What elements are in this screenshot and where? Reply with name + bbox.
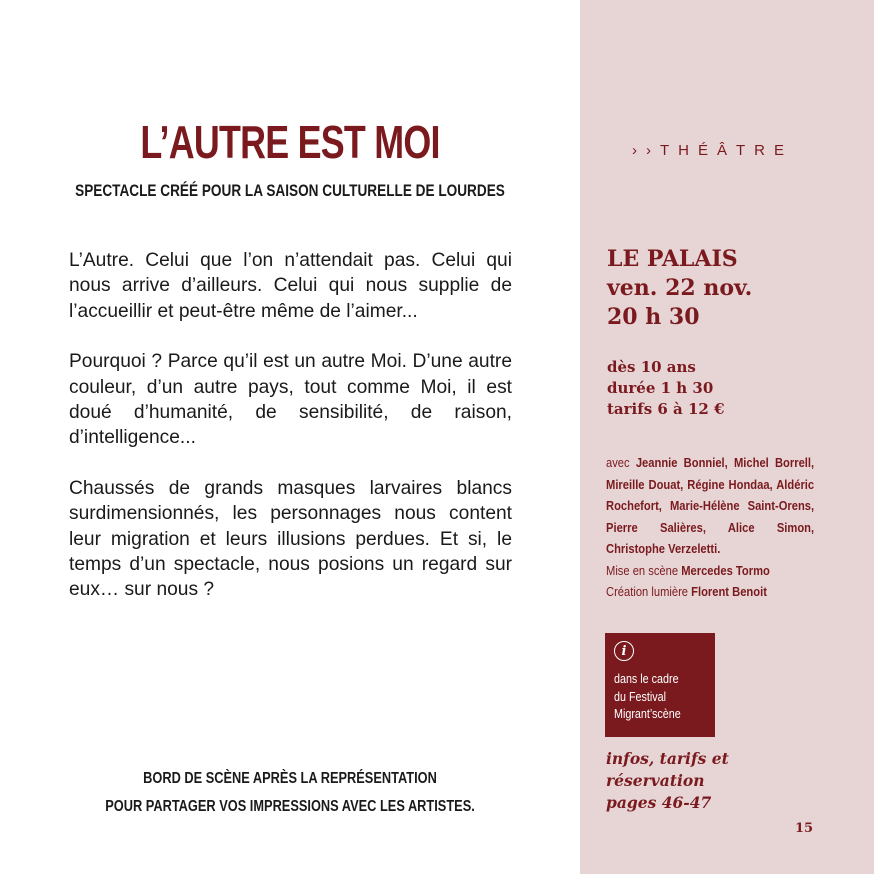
cast-prefix: avec bbox=[606, 455, 630, 470]
booking-info bbox=[606, 748, 729, 814]
festival-info-line: Migrant’scène bbox=[614, 707, 681, 721]
page-subtitle: SPECTACLE CRÉÉ POUR LA SAISON CULTURELLE DE LOURDES bbox=[75, 181, 505, 200]
category-label: ››THÉÂTRE bbox=[632, 142, 793, 159]
lighting-label: Création lumière bbox=[606, 584, 689, 599]
after-show-note bbox=[58, 765, 522, 821]
festival-info-text bbox=[614, 671, 701, 724]
event-time: 20 h 30 bbox=[607, 304, 700, 330]
info-icon: i bbox=[614, 641, 634, 661]
direction-label: Mise en scène bbox=[606, 562, 679, 578]
venue-block bbox=[607, 245, 752, 332]
booking-info-line: pages 46-47 bbox=[606, 793, 712, 812]
lighting-name: Florent Benoit bbox=[691, 584, 767, 599]
description-paragraph: Chaussés de grands masques larvaires blancs surdimensionnés, les personnages nous content leur migration et leurs illusions perdues. Et si, le temps d’un spectacle, nous posions un regard sur eux… sur nous ? bbox=[69, 477, 512, 601]
page-title: L’AUTRE EST MOI bbox=[140, 116, 440, 168]
venue-name: LE PALAIS bbox=[607, 246, 738, 272]
after-show-note-line1: BORD DE SCÈNE APRÈS LA REPRÉSENTATION bbox=[143, 770, 437, 787]
duration: durée 1 h 30 bbox=[607, 379, 714, 397]
price-range: tarifs 6 à 12 € bbox=[607, 400, 725, 418]
cast-names: Jeannie Bonniel, Michel Borrell, Mireille Douat, Régine Hondaa, Aldéric Rochefort, Marie-Hélène Saint-Orens, Pierre Salières, Alice Simon, Christophe Verzeletti. bbox=[606, 455, 815, 556]
booking-info-line: infos, tarifs et bbox=[606, 749, 729, 768]
event-details bbox=[607, 357, 725, 420]
description-paragraph: Pourquoi ? Parce qu’il est un autre Moi. D’une autre couleur, d’un autre pays, tout comme Moi, il est doué d’humanité, de sensibilité, de raison, d’intelligence... bbox=[69, 351, 512, 449]
description-paragraph: L’Autre. Celui que l’on n’attendait pas. Celui qui nous arrive d’ailleurs. Celui qui nous supplie de l’accueillir et peut-être même de l’aimer... bbox=[69, 250, 512, 322]
festival-info-line: dans le cadre bbox=[614, 672, 679, 686]
after-show-note-line2: POUR PARTAGER VOS IMPRESSIONS AVEC LES ARTISTES. bbox=[105, 798, 475, 815]
cast-list bbox=[606, 452, 814, 560]
age-limit: dès 10 ans bbox=[607, 358, 696, 376]
festival-info-line: du Festival bbox=[614, 689, 666, 704]
festival-info-box bbox=[605, 633, 715, 737]
lighting-credit bbox=[606, 581, 814, 603]
direction-credit bbox=[606, 560, 814, 582]
page-number: 15 bbox=[795, 821, 814, 836]
credits bbox=[606, 452, 814, 603]
booking-info-line: réservation bbox=[606, 771, 705, 790]
event-date: ven. 22 nov. bbox=[607, 275, 753, 301]
info-sidebar bbox=[580, 0, 874, 874]
direction-name: Mercedes Tormo bbox=[681, 562, 770, 578]
description bbox=[69, 248, 512, 628]
